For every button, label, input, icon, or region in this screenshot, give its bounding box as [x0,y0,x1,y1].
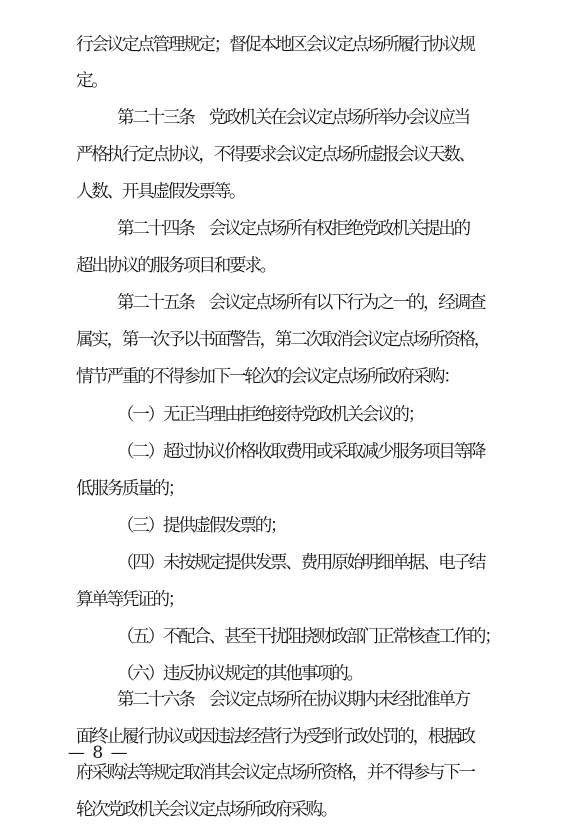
text-line: 第二十五条 会议定点场所有以下行为之一的，经调查 [117,293,485,313]
text-line: 严格执行定点协议，不得要求会议定点场所虚报会议天数、 [76,145,474,165]
text-line: （四）未按规定提供发票、费用原始明细单据、电子结 [117,553,485,573]
text-line: （一）无正当理由拒绝接待党政机关会议的； [117,405,423,425]
text-line: （二）超过协议价格收取费用或采取减少服务项目等降 [117,442,485,462]
text-line: 面终止履行协议或因违法经营行为受到行政处罚的，根据政 [76,727,474,747]
text-line: 超出协议的服务项目和要求。 [76,256,275,276]
text-line: （五）不配合、甚至干扰阻挠财政部门正常核查工作的； [117,627,500,647]
text-line: 府采购法等规定取消其会议定点场所资格，并不得参与下一 [76,763,474,783]
text-line: 属实，第一次予以书面警告，第二次取消会议定点场所资格， [76,330,490,350]
text-line: 第二十三条 党政机关在会议定点场所举办会议应当 [117,108,469,128]
page-number: — 8 — [68,743,129,763]
text-line: 低服务质量的； [76,479,184,499]
text-line: 第二十四条 会议定点场所有权拒绝党政机关提出的 [117,219,469,239]
text-line: 情节严重的不得参加下一轮次的会议定点场所政府采购： [76,367,459,387]
text-line: 算单等凭证的； [76,590,184,610]
text-line: 定。 [76,71,107,91]
text-line: 第二十六条 会议定点场所在协议期内未经批准单方 [117,690,469,710]
text-line: 人数、开具虚假发票等。 [76,182,245,202]
text-line: 轮次党政机关会议定点场所政府采购。 [76,800,337,820]
text-line: 行会议定点管理规定；督促本地区会议定点场所履行协议规 [76,35,474,55]
text-line: （六）违反协议规定的其他事项的。 [117,664,362,684]
text-line: （三）提供虚假发票的； [117,516,286,536]
